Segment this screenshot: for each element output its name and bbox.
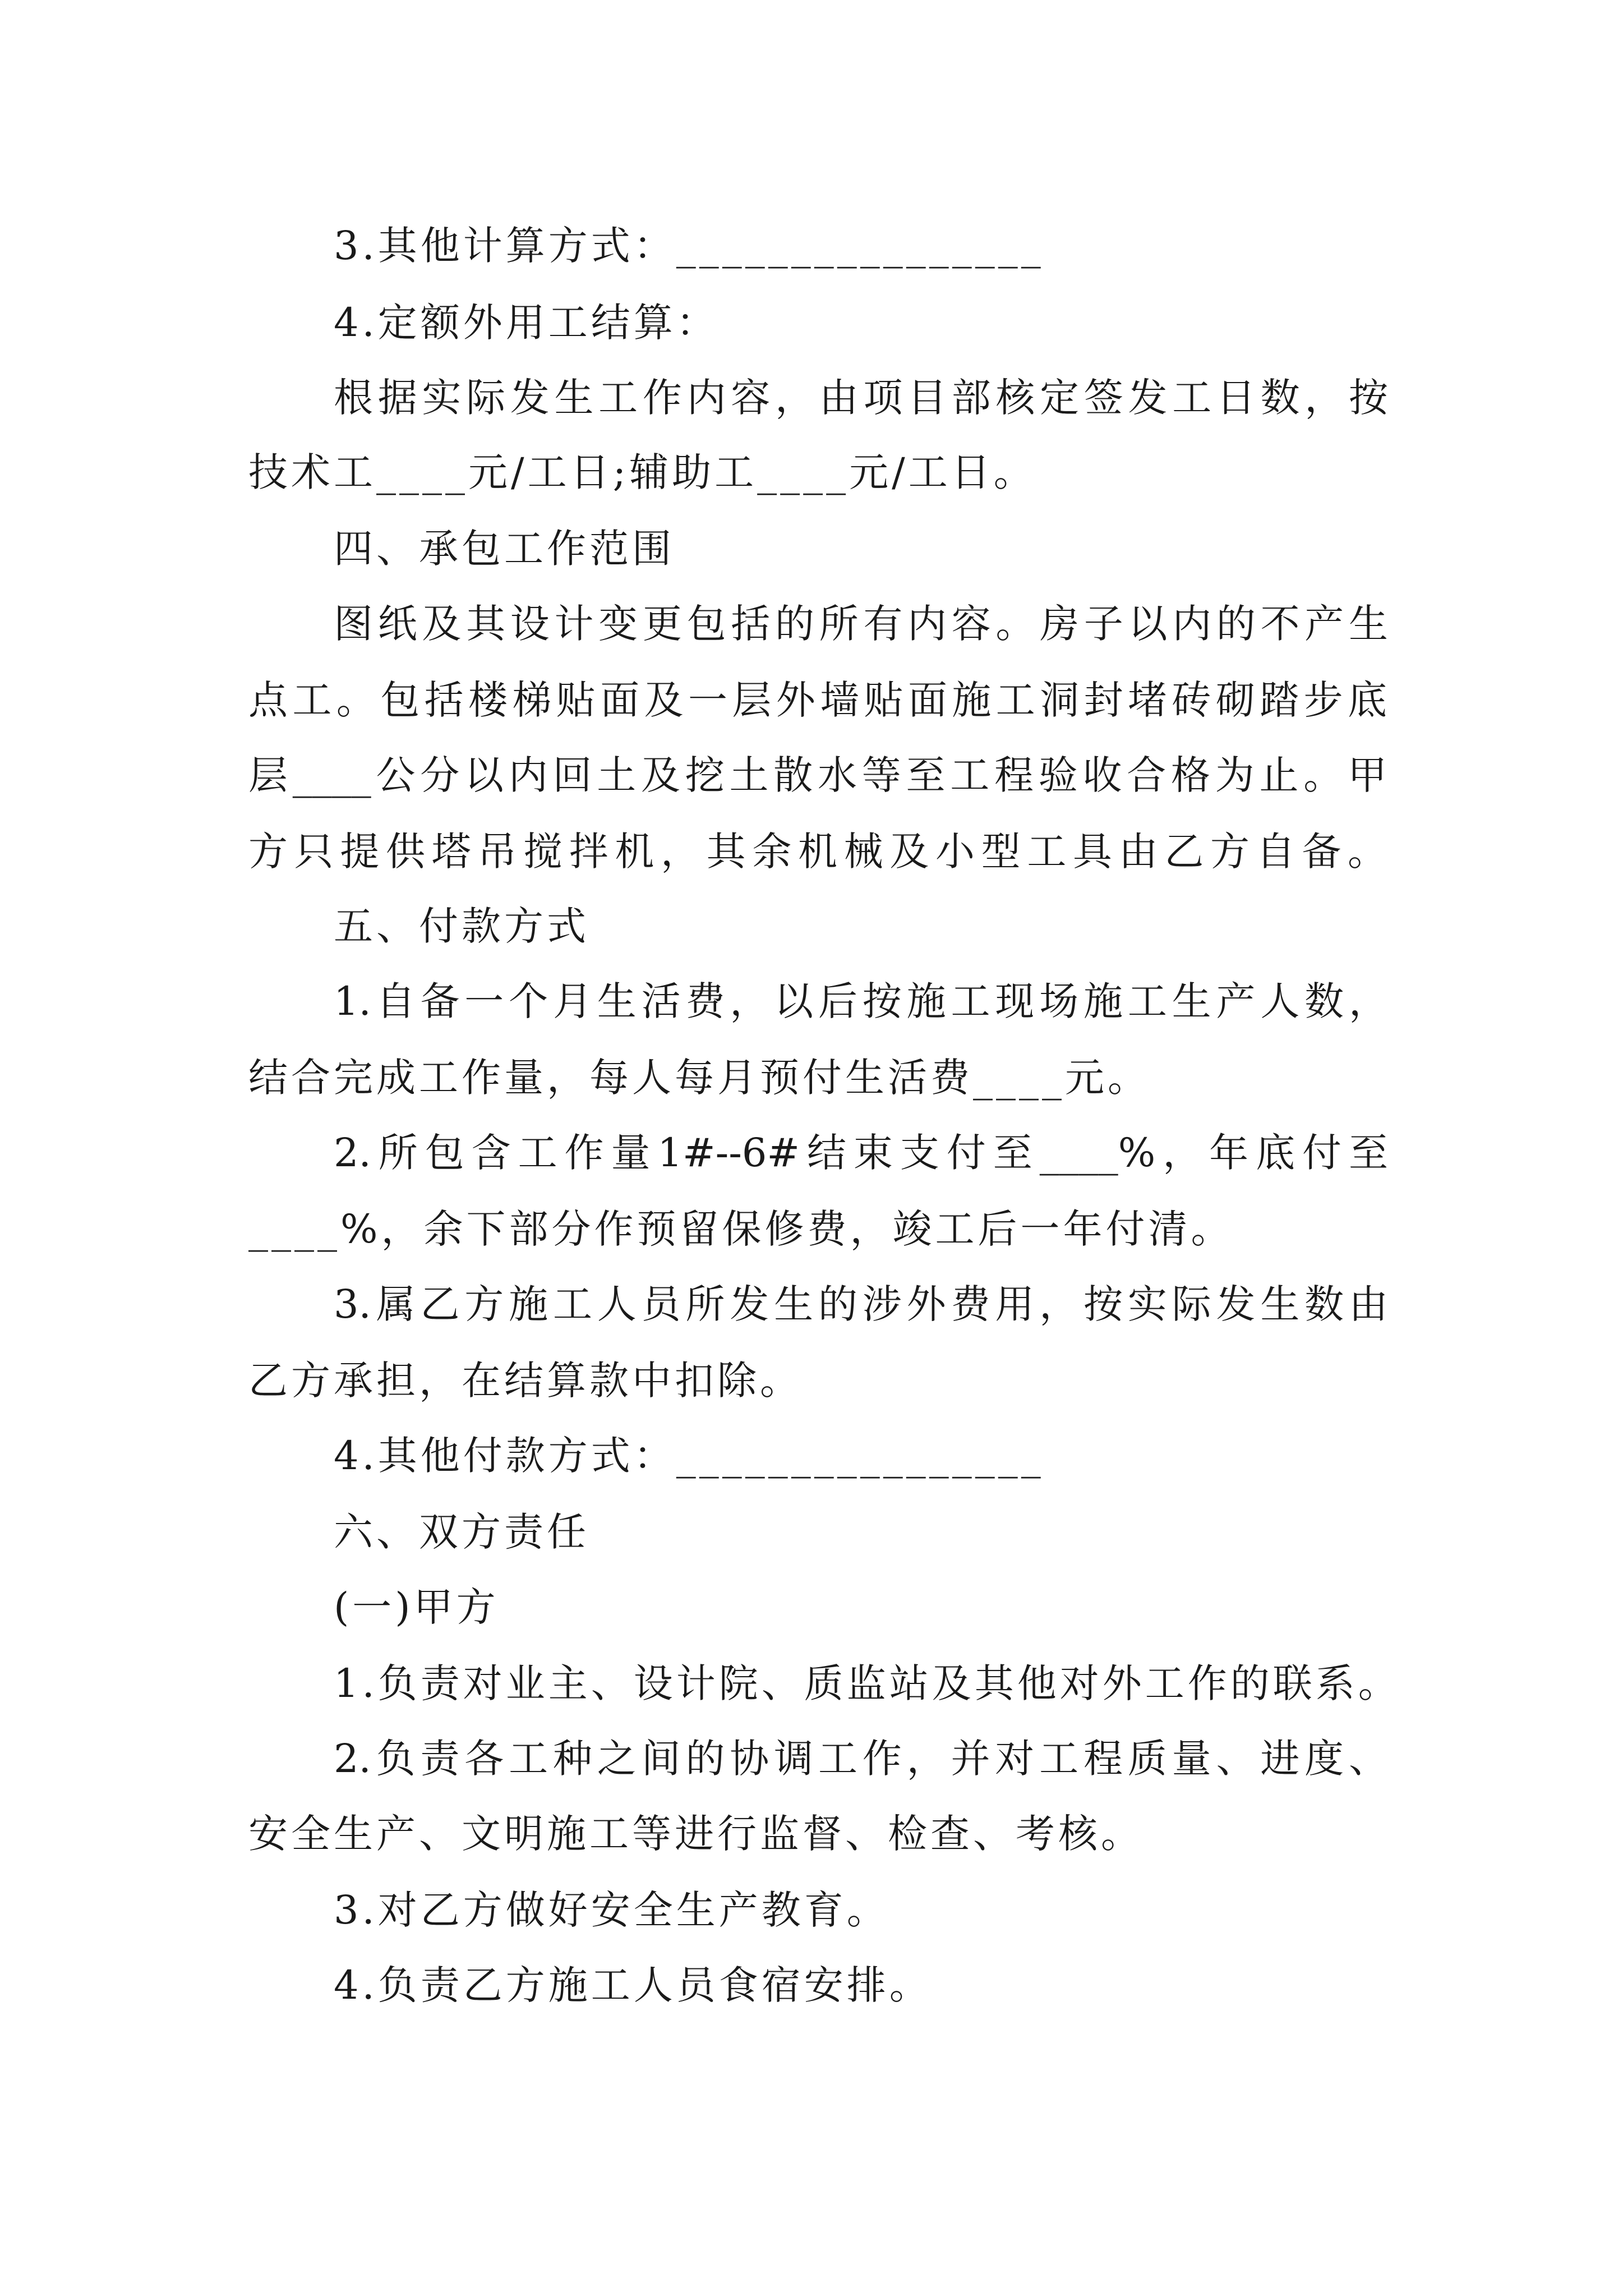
party-a-duty-2-line-1: 2.负责各工种之间的协调工作，并对工程质量、进度、 bbox=[334, 1736, 1388, 1782]
section-6-heading: 六、双方责任 bbox=[334, 1509, 589, 1555]
party-a-subheading: (一)甲方 bbox=[334, 1584, 499, 1630]
clause-5-3-line-2: 乙方承担，在结算款中扣除。 bbox=[248, 1358, 803, 1404]
clause-5-1-line-2: 结合完成工作量，每人每月预付生活费____元。 bbox=[248, 1055, 1150, 1101]
paragraph-scope-line-1: 图纸及其设计变更包括的所有内容。房子以内的不产生 bbox=[334, 601, 1388, 647]
party-a-duty-1: 1.负责对业主、设计院、质监站及其他对外工作的联系。 bbox=[334, 1660, 1401, 1706]
paragraph-extra-labor-line-1: 根据实际发生工作内容，由项目部核定签发工日数，按 bbox=[334, 375, 1388, 421]
party-a-duty-2-line-2: 安全生产、文明施工等进行监督、检查、考核。 bbox=[248, 1811, 1144, 1857]
party-a-duty-3: 3.对乙方做好安全生产教育。 bbox=[334, 1887, 889, 1933]
clause-5-4-other-payment: 4.其他付款方式：________________ bbox=[334, 1433, 1044, 1479]
paragraph-scope-line-3: 层____公分以内回土及挖土散水等至工程验收合格为止。甲 bbox=[248, 752, 1387, 798]
paragraph-scope-line-2: 点工。包括楼梯贴面及一层外墙贴面施工洞封堵砖砌踏步底 bbox=[248, 677, 1387, 723]
clause-3-3-other-calculation: 3.其他计算方式：________________ bbox=[334, 223, 1044, 269]
clause-5-2-line-1: 2.所包含工作量1#--6#结束支付至____%，年底付至 bbox=[334, 1130, 1388, 1176]
paragraph-scope-line-4: 方只提供塔吊搅拌机，其余机械及小型工具由乙方自备。 bbox=[248, 829, 1387, 875]
section-5-heading: 五、付款方式 bbox=[334, 903, 589, 949]
clause-5-3-line-1: 3.属乙方施工人员所发生的涉外费用，按实际发生数由 bbox=[334, 1281, 1388, 1327]
clause-3-4-extra-labor-heading: 4.定额外用工结算： bbox=[334, 300, 719, 346]
party-a-duty-4: 4.负责乙方施工人员食宿安排。 bbox=[334, 1962, 932, 2008]
clause-5-1-line-1: 1.自备一个月生活费，以后按施工现场施工生产人数， bbox=[334, 978, 1388, 1024]
section-4-heading: 四、承包工作范围 bbox=[334, 526, 675, 572]
paragraph-extra-labor-line-2: 技术工____元/工日;辅助工____元/工日。 bbox=[248, 449, 1036, 495]
clause-5-2-line-2: ____%，余下部分作预留保修费，竣工后一年付清。 bbox=[248, 1206, 1234, 1252]
